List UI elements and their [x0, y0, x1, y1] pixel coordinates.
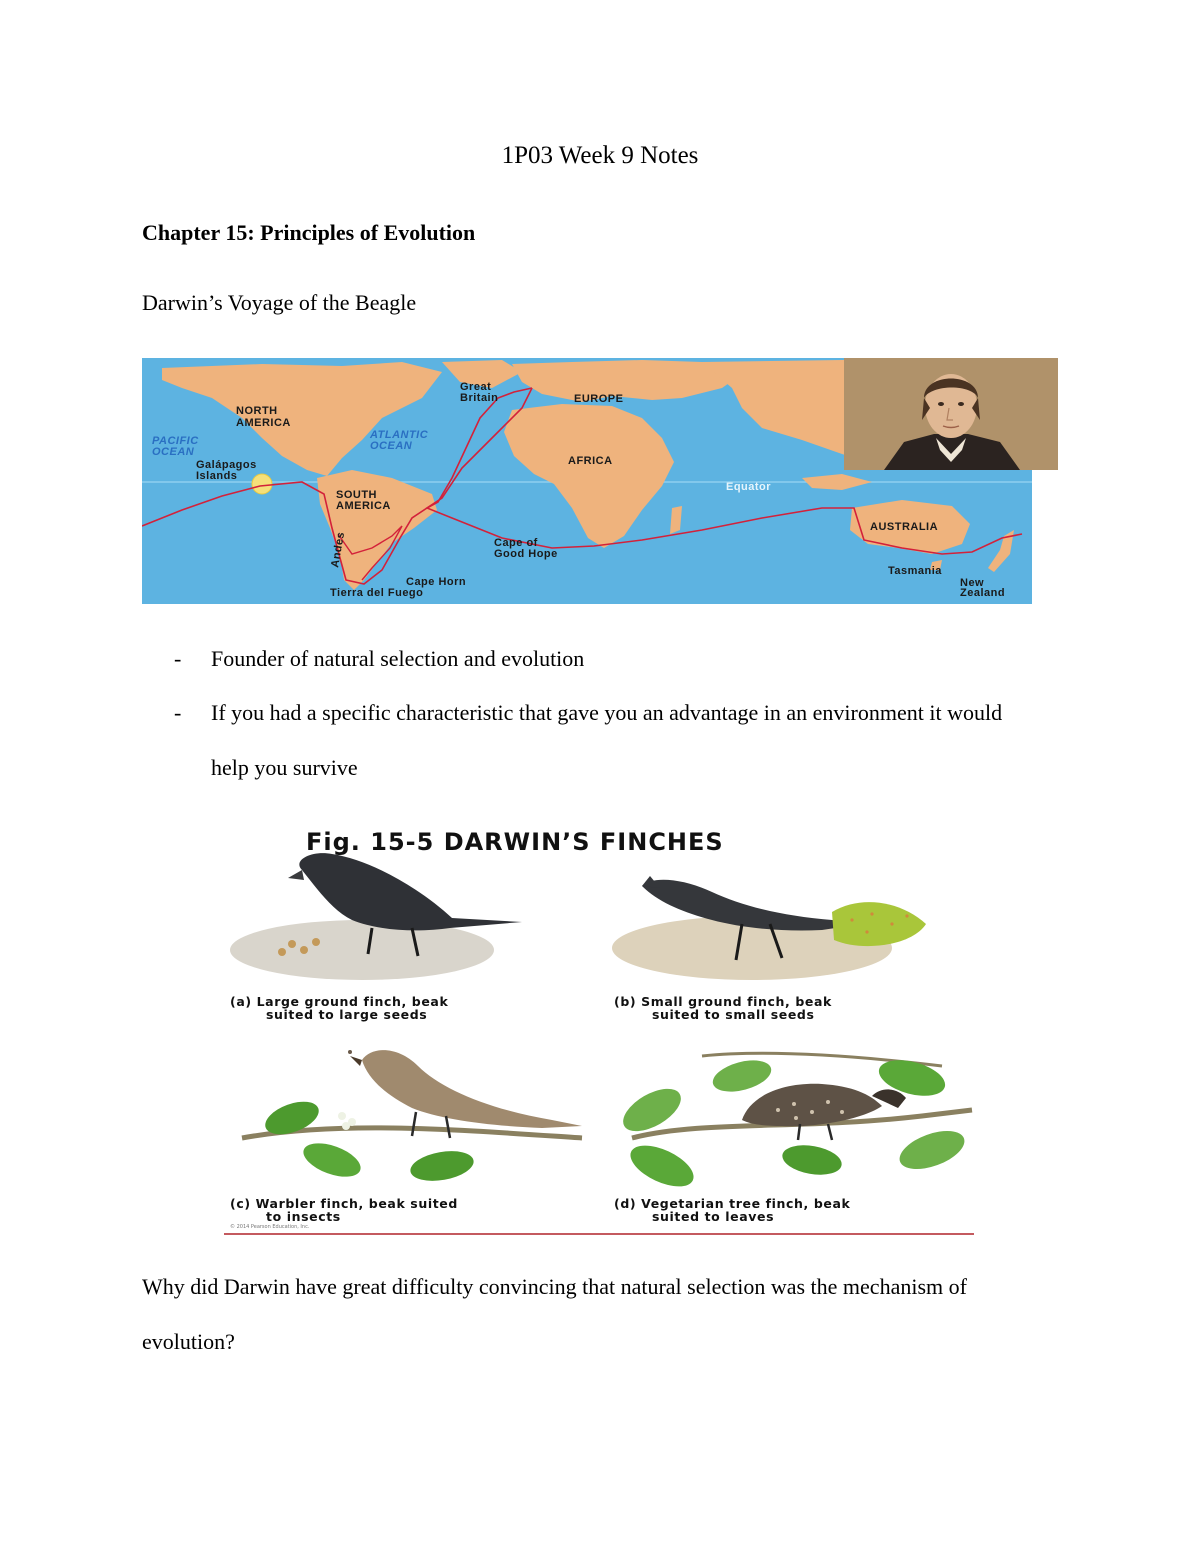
bullet-marker-1: -: [174, 646, 182, 671]
bullet-item-1: Founder of natural selection and evolution: [211, 646, 585, 671]
label-tierra-del-fuego: Tierra del Fuego: [330, 587, 424, 599]
label-andes: Andes: [329, 530, 348, 569]
caption-d-line1: (d) Vegetarian tree finch, beak: [614, 1196, 851, 1211]
bullet-item-2: If you had a specific characteristic that gave you an advantage in an environment it would: [211, 700, 1003, 725]
label-africa: AFRICA: [568, 455, 613, 467]
caption-d-line2: suited to leaves: [652, 1209, 775, 1224]
label-great-britain-1: Great: [460, 381, 492, 393]
label-equator: Equator: [726, 481, 772, 493]
label-pacific-1: PACIFIC: [152, 435, 199, 447]
bullet-item-2-continued: help you survive: [211, 755, 358, 780]
label-new-zealand-1: New: [960, 577, 985, 589]
caption-a-line2: suited to large seeds: [266, 1007, 428, 1022]
section-heading: Darwin’s Voyage of the Beagle: [142, 290, 417, 315]
bullet-marker-2: -: [174, 700, 182, 725]
label-tasmania: Tasmania: [888, 565, 942, 577]
page-title: 1P03 Week 9 Notes: [501, 142, 699, 169]
label-great-britain-2: Britain: [460, 392, 499, 404]
label-atlantic-1: ATLANTIC: [370, 429, 429, 441]
label-south-america-2: AMERICA: [336, 500, 391, 512]
caption-a-line1: (a) Large ground finch, beak: [230, 994, 449, 1009]
darwin-portrait: [844, 358, 1058, 470]
label-north-america-1: NORTH: [236, 405, 278, 417]
label-atlantic-2: OCEAN: [370, 440, 413, 452]
label-cape-horn: Cape Horn: [406, 576, 467, 588]
figure-title: Fig. 15-5 DARWIN’S FINCHES: [306, 828, 724, 856]
chapter-heading: Chapter 15: Principles of Evolution: [142, 220, 476, 245]
label-cape-good-hope-1: Cape of: [494, 537, 538, 549]
label-south-america-1: SOUTH: [336, 489, 377, 501]
figure-credit: © 2014 Pearson Education, Inc.: [230, 1224, 310, 1230]
question-line-2: evolution?: [142, 1329, 235, 1354]
label-australia: AUSTRALIA: [870, 521, 939, 533]
label-europe: EUROPE: [574, 393, 624, 405]
caption-c-line1: (c) Warbler finch, beak suited: [230, 1196, 458, 1211]
label-pacific-2: OCEAN: [152, 446, 195, 458]
label-galapagos-1: Galápagos: [196, 459, 257, 471]
galapagos-marker: [252, 474, 272, 494]
caption-b-line1: (b) Small ground finch, beak: [614, 994, 832, 1009]
label-galapagos-2: Islands: [196, 470, 238, 482]
label-new-zealand-2: Zealand: [960, 587, 1006, 599]
label-north-america-2: AMERICA: [236, 417, 291, 429]
caption-c-line2: to insects: [266, 1209, 341, 1224]
question-line-1: Why did Darwin have great difficulty convincing that natural selection was the mechanism of: [142, 1274, 967, 1299]
darwins-finches-figure: [222, 820, 977, 1240]
label-cape-good-hope-2: Good Hope: [494, 548, 558, 560]
caption-b-line2: suited to small seeds: [652, 1007, 815, 1022]
